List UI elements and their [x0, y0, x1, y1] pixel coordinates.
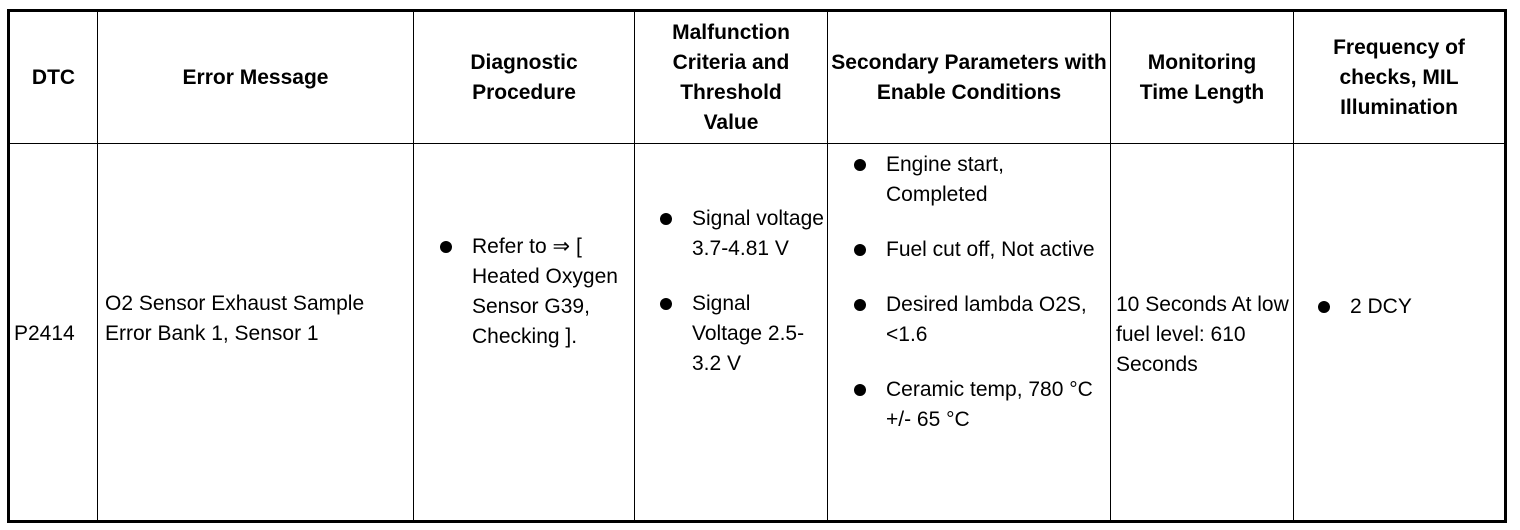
header-dtc: DTC — [31, 65, 76, 89]
cell-frequency — [1314, 292, 1494, 322]
cell-error-message: O2 Sensor Exhaust Sample Error Bank 1, Sensor 1 — [105, 292, 365, 345]
cell-monitoring-time: 10 Seconds At low fuel level: 610 Seconds — [1116, 293, 1289, 376]
bullet-item: Ceramic temp, 780 °C +/- 65 °C — [850, 375, 1105, 435]
header-diagnostic-procedure: Diagnostic Procedure — [470, 50, 578, 104]
cell-malfunction-criteria — [656, 204, 826, 404]
bullet-item: Fuel cut off, Not active — [850, 235, 1105, 265]
cell-secondary-parameters — [850, 150, 1105, 460]
bullet-item: Signal voltage 3.7-4.81 V — [656, 204, 826, 264]
bullet-item: Refer to ⇒ [ Heated Oxygen Sensor G39, Checking ]. — [436, 232, 626, 352]
header-frequency: Frequency of checks, MIL Illumination — [1333, 35, 1465, 119]
header-secondary-parameters: Secondary Parameters with Enable Conditions — [831, 50, 1107, 104]
bullet-item: Engine start, Completed — [850, 150, 1105, 210]
cell-diagnostic-procedure — [436, 232, 626, 352]
header-malfunction-criteria: Malfunction Criteria and Threshold Value — [672, 20, 790, 134]
header-error-message: Error Message — [182, 65, 329, 89]
bullet-item: Desired lambda O2S, <1.6 — [850, 290, 1105, 350]
header-monitoring-time: Monitoring Time Length — [1139, 50, 1265, 104]
dtc-table — [7, 9, 1507, 523]
cell-dtc: P2414 — [14, 322, 75, 345]
bullet-item: 2 DCY — [1314, 292, 1494, 322]
header-divider — [10, 143, 1504, 144]
bullet-item: Signal Voltage 2.5-3.2 V — [656, 289, 826, 379]
